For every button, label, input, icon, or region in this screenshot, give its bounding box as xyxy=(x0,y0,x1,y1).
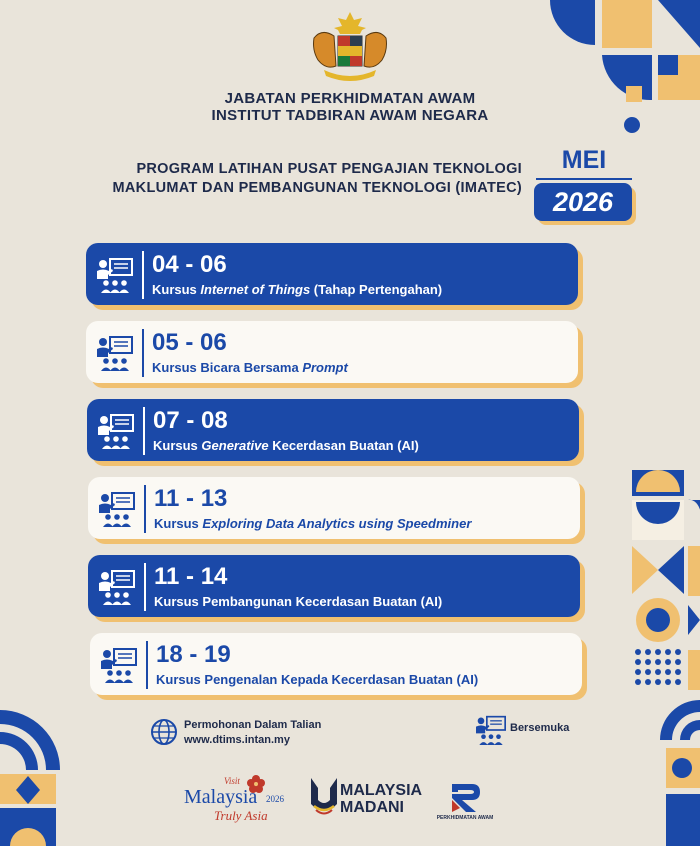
course-title-emphasis: Prompt xyxy=(302,360,348,375)
decorative-pattern-bottom-left xyxy=(0,710,60,846)
classroom-training-icon xyxy=(98,491,136,527)
course-title xyxy=(152,282,442,297)
card-divider xyxy=(146,641,148,689)
course-dates: 18 - 19 xyxy=(156,641,231,668)
madani-text-1: MALAYSIA xyxy=(340,782,423,799)
course-title-post: (Tahap Pertengahan) xyxy=(310,282,443,297)
month-divider xyxy=(536,178,632,180)
card-divider xyxy=(144,563,146,611)
coat-of-arms-logo xyxy=(308,10,392,84)
card-divider xyxy=(144,485,146,533)
online-application-label: Permohonan Dalam Talian xyxy=(184,719,322,731)
decorative-pattern-bottom-right xyxy=(660,700,700,846)
mode-label: Bersemuka xyxy=(510,722,570,734)
course-card[interactable] xyxy=(86,243,578,305)
classroom-training-icon xyxy=(100,647,138,683)
course-title-emphasis: Exploring Data Analytics using Speedminer xyxy=(202,516,472,531)
course-title-emphasis: Generative xyxy=(201,438,269,453)
program-title-line-1: PROGRAM LATIHAN PUSAT PENGAJIAN TEKNOLOGI xyxy=(136,161,522,177)
visit-tagline-text: Truly Asia xyxy=(214,808,268,823)
course-title xyxy=(156,672,478,687)
classroom-training-icon xyxy=(96,335,134,371)
course-dates: 05 - 06 xyxy=(152,329,227,356)
course-title xyxy=(154,594,442,609)
visit-main-text: Malaysia xyxy=(184,786,258,808)
year-badge: 2026 xyxy=(534,183,632,221)
course-title-post: Kecerdasan Buatan (AI) xyxy=(268,438,419,453)
month-label: MEI xyxy=(561,146,607,174)
jpa-logo-text: PERKHIDMATAN AWAM xyxy=(436,815,494,821)
program-title-line-2: MAKLUMAT DAN PEMBANGUNAN TEKNOLOGI (IMATEC) xyxy=(112,180,522,196)
course-title-pre: Kursus xyxy=(153,438,202,453)
course-dates: 04 - 06 xyxy=(152,251,227,278)
card-divider xyxy=(142,329,144,377)
header-line-2: INSTITUT TADBIRAN AWAM NEGARA xyxy=(211,107,489,124)
course-dates: 11 - 14 xyxy=(154,563,228,590)
visit-small-text: Visit xyxy=(224,776,240,786)
course-title-emphasis: Internet of Things xyxy=(200,282,311,297)
classroom-training-icon xyxy=(97,413,135,449)
visit-malaysia-logo xyxy=(184,774,296,824)
course-card[interactable] xyxy=(86,321,578,383)
classroom-training-icon xyxy=(96,257,134,293)
jpa-logo-icon xyxy=(448,780,482,814)
course-card[interactable] xyxy=(90,633,582,695)
course-title-pre: Kursus Bicara Bersama xyxy=(152,360,303,375)
course-dates: 07 - 08 xyxy=(153,407,228,434)
course-title-pre: Kursus Pembangunan Kecerdasan Buatan (AI) xyxy=(154,594,443,609)
course-title xyxy=(154,516,471,531)
header-line-1: JABATAN PERKHIDMATAN AWAM xyxy=(224,90,476,107)
course-title-pre: Kursus xyxy=(154,516,203,531)
madani-emblem-icon xyxy=(308,774,340,820)
card-divider xyxy=(142,251,144,299)
course-title-pre: Kursus xyxy=(152,282,201,297)
madani-text-2: MADANI xyxy=(340,799,404,816)
globe-icon xyxy=(150,718,178,746)
classroom-training-icon xyxy=(98,569,136,605)
decorative-pattern-right xyxy=(632,470,700,720)
course-title xyxy=(152,360,348,375)
course-card[interactable] xyxy=(88,555,580,617)
course-title-pre: Kursus Pengenalan Kepada Kecerdasan Buatan (AI) xyxy=(156,672,479,687)
card-divider xyxy=(143,407,145,455)
course-card[interactable] xyxy=(88,477,580,539)
registration-url[interactable]: www.dtims.intan.my xyxy=(184,734,290,746)
course-title xyxy=(153,438,419,453)
visit-year-text: 2026 xyxy=(266,794,284,804)
course-card[interactable] xyxy=(87,399,579,461)
face-to-face-icon xyxy=(474,715,508,745)
course-dates: 11 - 13 xyxy=(154,485,228,512)
